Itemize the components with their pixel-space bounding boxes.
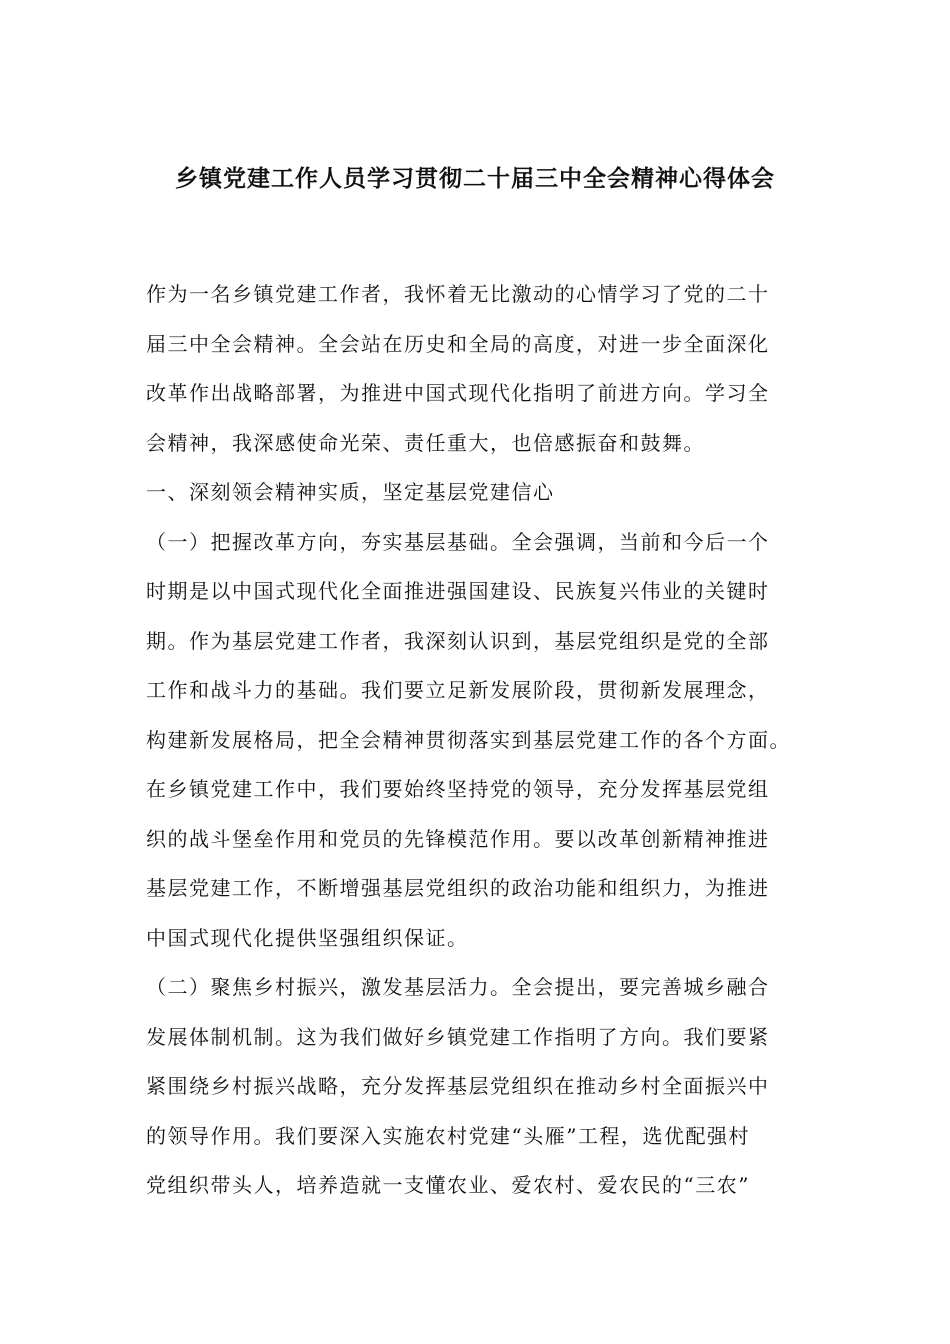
body-line: 在乡镇党建工作中，我们要始终坚持党的领导，充分发挥基层党组: [146, 777, 770, 801]
body-line: 作为一名乡镇党建工作者，我怀着无比激动的心情学习了党的二十: [146, 282, 770, 306]
document-body: [146, 279, 826, 1220]
section-heading: 一、深刻领会精神实质，坚定基层党建信心: [146, 480, 555, 504]
body-line: 会精神，我深感使命光荣、责任重大，也倍感振奋和鼓舞。: [146, 430, 705, 455]
body-line: 基层党建工作，不断增强基层党组织的政治功能和组织力，为推进: [146, 876, 770, 900]
body-line: 中国式现代化提供坚强组织保证。: [146, 925, 469, 950]
document-title: 乡镇党建工作人员学习贯彻二十届三中全会精神心得体会: [175, 165, 775, 192]
body-line: 党组织带头人，培养造就一支懂农业、爱农村、爱农民的“三农”: [146, 1173, 750, 1197]
body-line: 期。作为基层党建工作者，我深刻认识到，基层党组织是党的全部: [146, 628, 770, 653]
body-line: 构建新发展格局，把全会精神贯彻落实到基层党建工作的各个方面。: [146, 727, 791, 752]
body-line: （二）聚焦乡村振兴，激发基层活力。全会提出，要完善城乡融合: [146, 975, 770, 999]
body-line: 时期是以中国式现代化全面推进强国建设、民族复兴伟业的关键时: [146, 579, 770, 603]
body-line: 紧围绕乡村振兴战略，充分发挥基层党组织在推动乡村全面振兴中: [146, 1074, 770, 1098]
body-line: 工作和战斗力的基础。我们要立足新发展阶段，贯彻新发展理念，: [146, 678, 770, 702]
body-line: 织的战斗堡垒作用和党员的先锋模范作用。要以改革创新精神推进: [146, 826, 770, 851]
body-line: 的领导作用。我们要深入实施农村党建“头雁”工程，选优配强村: [146, 1123, 750, 1148]
body-line: 发展体制机制。这为我们做好乡镇党建工作指明了方向。我们要紧: [146, 1024, 770, 1049]
body-line: 改革作出战略部署，为推进中国式现代化指明了前进方向。学习全: [146, 381, 770, 405]
body-line: 届三中全会精神。全会站在历史和全局的高度，对进一步全面深化: [146, 331, 770, 356]
body-line: （一）把握改革方向，夯实基层基础。全会强调，当前和今后一个: [146, 529, 770, 554]
